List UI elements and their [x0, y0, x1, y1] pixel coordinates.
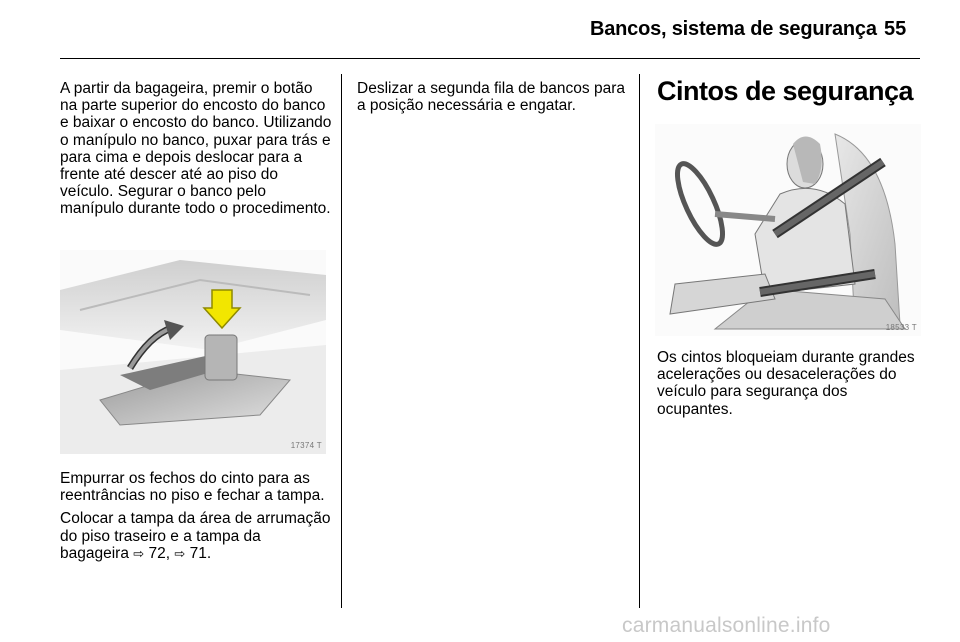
site-watermark: carmanualsonline.info [622, 614, 831, 637]
instruction-paragraph-with-reference [60, 510, 332, 563]
instruction-paragraph: A partir da bagageira, premir o botão na parte superior do encosto do banco e baixar o encosto do banco. Utilizando o manípulo no banco, puxar para trás e para cima e depois deslocar para a frente até descer até ao piso do veículo. Segurar o banco pelo manípulo durante todo o procedimento. [60, 80, 332, 218]
seat-handle-figure [60, 250, 326, 454]
column-1 [60, 80, 332, 224]
header-rule [60, 58, 920, 59]
figure-code: 18533 T [885, 323, 917, 332]
column-divider-right [639, 74, 640, 608]
column-divider-left [341, 74, 342, 608]
page-reference-link[interactable]: 71 [189, 544, 207, 562]
page-header-title: Bancos, sistema de segurança [590, 18, 877, 40]
page-reference-icon: ⇨ [174, 546, 186, 562]
instruction-paragraph: Deslizar a segunda fila de bancos para a posição necessária e engatar. [357, 80, 625, 115]
section-heading: Cintos de segurança [657, 76, 914, 106]
seatbelt-driver-illustration [655, 124, 921, 336]
page-reference-icon: ⇨ [133, 546, 145, 562]
reference-separator: , [165, 544, 175, 562]
column-1-lower [60, 470, 332, 569]
body-paragraph: Os cintos bloqueiam durante grandes acelerações ou desacelerações do veículo para segurança dos ocupantes. [657, 349, 915, 418]
seat-handle-illustration [60, 250, 326, 454]
page-reference-link[interactable]: 72 [148, 544, 166, 562]
page-number: 55 [884, 18, 907, 40]
figure-code: 17374 T [290, 441, 322, 450]
column-3-text [657, 349, 927, 424]
reference-end: . [206, 544, 212, 562]
column-2 [357, 80, 629, 120]
instruction-paragraph: Empurrar os fechos do cinto para as reentrâncias no piso e fechar a tampa. [60, 470, 325, 505]
instruction-text: Colocar a tampa da área de arrumação do piso traseiro e a tampa da bagageira [60, 510, 331, 562]
seatbelt-figure [655, 124, 921, 336]
